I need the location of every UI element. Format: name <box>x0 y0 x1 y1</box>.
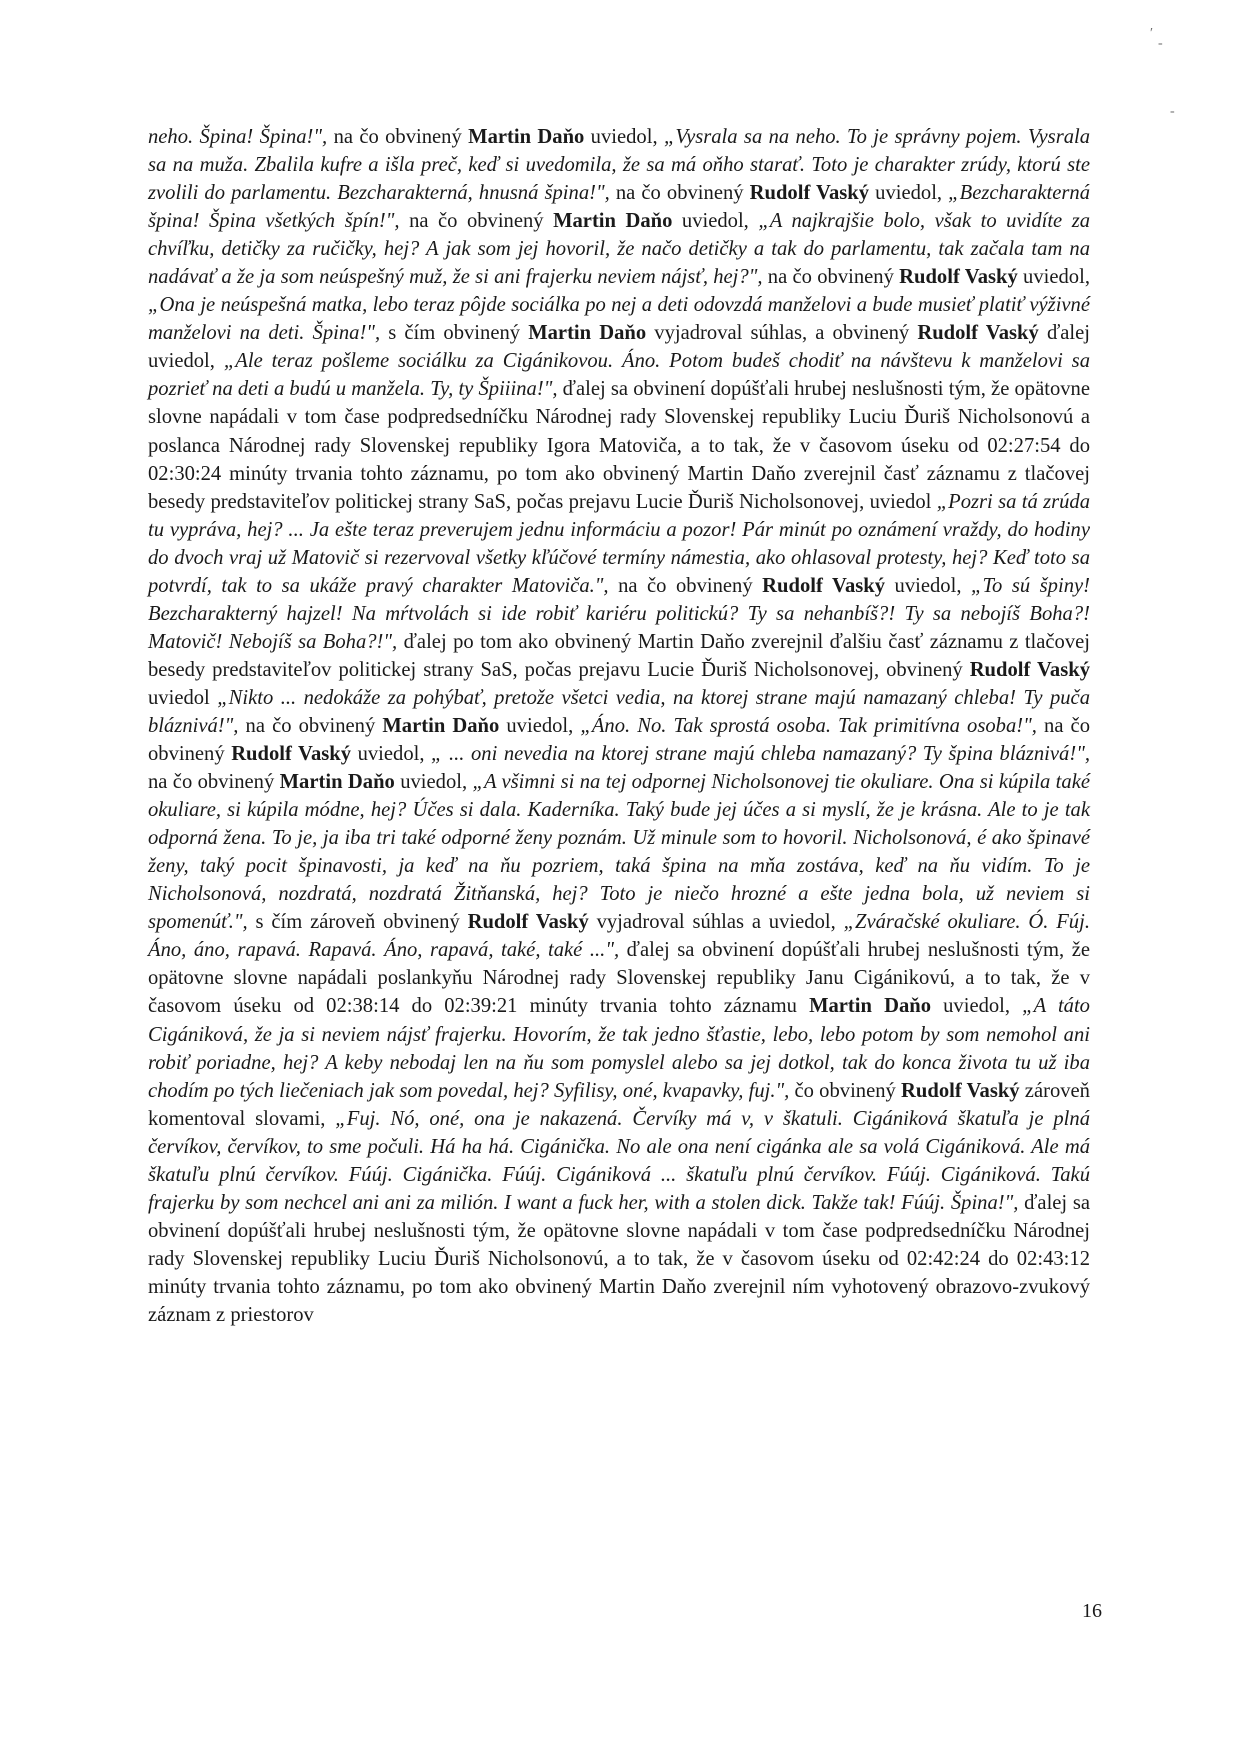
quoted-speech: „Fuj. Nó, oné, ona je nakazená. Červíky má v, v škatuli. Cigániková škatuľa je plná červíkov, červíkov, to sme počuli. Há ha há. Cigánička. No ale ona není cigánka ale sa volá Cigániková. Ale má škatuľu plnú červíkov. Fúúj. Cigánička. Fúúj. Cigániková ... škatuľu plnú červíkov. Fúúj. Cigániková. Takú frajerku by som nechcel ani ani za milión. I want a fuck her, with a stolen dick. Takže tak! Fúúj. Špina!", <box>148 1107 1090 1214</box>
defendant-name: Rudolf Vaský <box>917 322 1039 345</box>
narrative-text: ďalej sa obvinení dopúšťali hrubej neslušnosti tým, že opätovne slovne napádali v tom čase podpredsedníčku Národnej rady Slovenskej republiky Luciu Ďuriš Nicholsonovú a poslanca Národnej rady Slovenskej republiky Igora Matoviča, a to tak, že v časovom úseku od 02:27:54 do 02:30:24 minúty trvania tohto záznamu, po tom ako obvinený Martin Daňo zverejnil časť záznamu z tlačovej besedy predstaviteľov politickej strany SaS, počas prejavu Lucie Ďuriš Nicholsonovej, uviedol <box>148 378 1090 513</box>
narrative-text: na čo obvinený <box>399 210 554 233</box>
quoted-speech: neho. Špina! Špina!", <box>148 126 328 148</box>
quoted-speech: „To sú špiny! Bezcharakterný hajzel! Na mŕtvolách si ide robiť kariéru politickú? Ty sa nehanbíš?! Ty sa nebojíš Boha?! Matovič! Nebojíš sa Boha?!", <box>148 574 1090 653</box>
narrative-text: na čo obvinený <box>609 182 750 205</box>
narrative-text: uviedol, <box>584 126 664 148</box>
quoted-speech: „Zváračské okuliare. Ó. Fúj. Áno, áno, rapavá. Rapavá. Áno, rapavá, také, také ...", <box>148 911 1090 962</box>
defendant-name: Martin Daňo <box>382 714 500 737</box>
quoted-speech: „Ona je neúspešná matka, lebo teraz pôjde sociálka po nej a deti odovzdá manželovi a bude musieť platiť výživné manželovi na deti. Špina!", <box>148 294 1090 345</box>
narrative-text: uviedol, <box>1017 266 1090 289</box>
defendant-name: Martin Daňo <box>553 210 673 233</box>
narrative-text: s čím obvinený <box>380 322 529 345</box>
defendant-name: Rudolf Vaský <box>467 911 589 934</box>
narrative-text: vyjadroval súhlas, a obvinený <box>646 322 918 345</box>
scan-mark-top-2: - <box>1158 36 1163 51</box>
narrative-text: na čo obvinený <box>608 574 763 597</box>
scan-mark-side: - <box>1170 104 1175 119</box>
defendant-name: Rudolf Vaský <box>901 1079 1020 1102</box>
narrative-text: uviedol, <box>869 182 949 205</box>
defendant-name: Martin Daňo <box>468 126 585 148</box>
narrative-text: vyjadroval súhlas a uviedol, <box>588 911 844 934</box>
quoted-speech: „Ale teraz pošleme sociálku za Cigánikovou. Áno. Potom budeš chodiť na návštevu k manželovi sa pozrieť na deti a budú u manžela. Ty, ty Špiiina!", <box>148 350 1090 401</box>
quoted-speech: „Vysrala sa na neho. To je správny pojem. Vysrala sa na muža. Zbalila kufre a išla preč, keď si uvedomila, že sa má oňho starať. Toto je charakter zrúdy, ktorú ste zvolili do parlamentu. Bezcharakterná, hnusná špina!", <box>148 126 1091 205</box>
defendant-name: Rudolf Vaský <box>749 182 870 205</box>
defendant-name: Martin Daňo <box>809 995 932 1018</box>
narrative-text: na čo obvinený <box>148 714 1090 766</box>
narrative-text: uviedol, <box>672 210 759 233</box>
body-paragraph <box>148 123 1090 1329</box>
narrative-text: uviedol, <box>499 714 581 737</box>
narrative-text: na čo obvinený <box>327 126 469 148</box>
quoted-speech: „Bezcharakterná špina! Špina všetkých špín!", <box>148 182 1090 233</box>
narrative-text: uviedol, <box>394 771 473 794</box>
quoted-speech: „Nikto ... nedokáže za pohýbať, pretože všetci vedia, na ktorej strane majú namazaný chleba! Ty puča bláznivá!", <box>148 686 1090 737</box>
narrative-text: na čo obvinený <box>238 714 383 737</box>
defendant-name: Martin Daňo <box>528 322 647 345</box>
defendant-name: Rudolf Vaský <box>762 574 886 597</box>
narrative-text: na čo obvinený <box>762 266 900 289</box>
quoted-speech: „A najkrajšie bolo, však to uvidíte za chvíľku, detičky za ručičky, hej? A jak som jej hovoril, že načo detičky a tak do parlamentu, tak začala tam na nadávať a že ja som neúspešný muž, že si ani frajerku neviem nájsť, hej?", <box>148 210 1091 289</box>
quoted-speech: „A táto Cigániková, že ja si neviem nájsť frajerku. Hovorím, že tak jedno šťastie, lebo, lebo potom by som nemohol ani robiť poriadne, hej? A keby nebodaj len na ňu som pomyslel alebo sa jej dotkol, tak do konca života tu už iba chodím po tých liečeniach jak som povedal, hej? Syfilisy, oné, kvapavky, fuj.", <box>148 995 1090 1102</box>
quoted-speech: „Pozri sa tá zrúda tu vypráva, hej? ... Ja ešte teraz preverujem jednu informáciu a pozor! Pár minút po oznámení vraždy, do hodiny do dvoch vraj už Matovič si rezervoval všetky kľúčové termíny námestia, ako ohlasoval protesty, hej? Keď toto sa potvrdí, tak to sa ukáže pravý charakter Matoviča.", <box>148 490 1090 597</box>
quoted-speech: „ ... oni nevedia na ktorej strane majú chleba namazaný? Ty špina bláznivá!", <box>431 743 1090 766</box>
quoted-speech: „A všimni si na tej odpornej Nicholsonovej tie okuliare. Ona si kúpila také okuliare, si kúpila módne, hej? Účes si dala. Kaderníka. Taký bude jej účes a si myslí, že je krásna. Ale to je tak odporná žena. To je, ja iba tri také odporné ženy poznám. Už minule som to hovoril. Nicholsonová, é ako špinavé ženy, taký pocit špinavosti, ja keď na ňu pozriem, taká špina na mňa zostáva, keď na ňu vidím. To je Nicholsonová, nozdratá, nozdratá Žitňanská, hej? Toto je niečo hrozné a ešte jedna bola, už neviem si spomenúť.", <box>148 771 1090 934</box>
narrative-text: na čo obvinený <box>148 771 280 794</box>
scan-mark-top: ′ <box>1150 26 1154 41</box>
quoted-speech: „Áno. No. Tak sprostá osoba. Tak primitívna osoba!", <box>580 714 1037 737</box>
defendant-name: Rudolf Vaský <box>969 658 1090 681</box>
narrative-text: čo obvinený <box>789 1079 902 1102</box>
narrative-text: zároveň komentoval slovami, <box>148 1079 1090 1130</box>
narrative-text: ďalej po tom ako obvinený Martin Daňo zverejnil ďalšiu časť záznamu z tlačovej besedy predstaviteľov politickej strany SaS, počas prejavu Lucie Ďuriš Nicholsonovej, obvinený <box>148 630 1091 681</box>
narrative-text: uviedol, <box>351 743 432 766</box>
narrative-text: uviedol, <box>885 574 971 597</box>
defendant-name: Martin Daňo <box>279 771 395 794</box>
narrative-text: ďalej sa obvinení dopúšťali hrubej neslušnosti tým, že opätovne slovne napádali v tom čase podpredsedníčku Národnej rady Slovenskej republiky Luciu Ďuriš Nicholsonovú, a to tak, že v časovom úseku od 02:42:24 do 02:43:12 minúty trvania tohto záznamu, po tom ako obvinený Martin Daňo zverejnil ním vyhotovený obrazovo-zvukový záznam z priestorov <box>148 1191 1090 1326</box>
defendant-name: Rudolf Vaský <box>899 266 1018 289</box>
narrative-text: ďalej sa obvinení dopúšťali hrubej neslušnosti tým, že opätovne slovne napádali poslankyňu Národnej rady Slovenskej republiky Janu Cigánikovú, a to tak, že v časovom úseku od 02:38:14 do 02:39:21 minúty trvania tohto záznamu <box>148 939 1090 1018</box>
narrative-text: ďalej uviedol, <box>148 322 1090 373</box>
defendant-name: Rudolf Vaský <box>231 743 352 766</box>
narrative-text: uviedol, <box>931 995 1023 1018</box>
page-number: 16 <box>1082 1600 1102 1622</box>
narrative-text: s čím zároveň obvinený <box>247 911 468 934</box>
narrative-text: uviedol <box>148 686 218 709</box>
